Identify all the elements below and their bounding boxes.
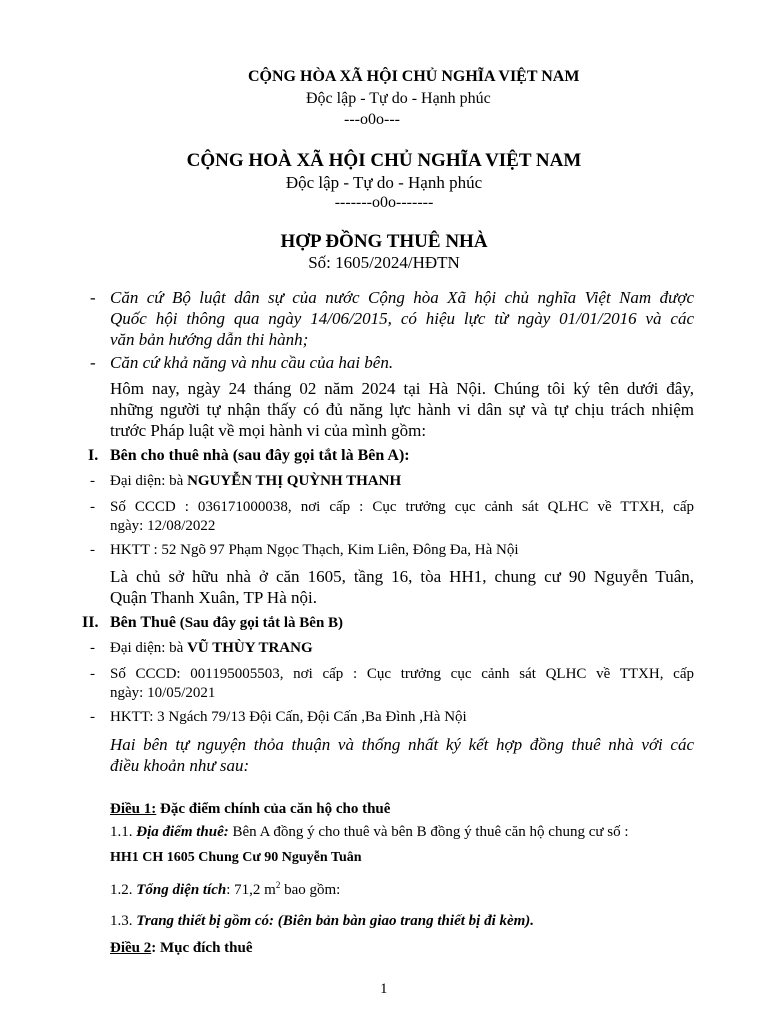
superscript: 2 — [275, 880, 281, 890]
bullet-dash: - — [90, 542, 95, 558]
clause-1-3 — [110, 913, 534, 930]
clause-label: Trang thiết bị gồm có: (Biên bản bàn giao trang thiết bị đi kèm). — [136, 913, 535, 929]
preamble-line: Quốc hội thông qua ngày 14/06/2015, có hiệu lực từ ngày 01/01/2016 và các — [110, 309, 694, 328]
article-1-heading — [110, 801, 390, 818]
bullet-dash: - — [90, 353, 96, 372]
agreement-line: điều khoản như sau: — [110, 756, 250, 775]
bullet-dash: - — [90, 473, 95, 489]
article-label: Điều 1: — [110, 801, 157, 817]
bullet-dash: - — [90, 666, 95, 682]
party-b-representative — [110, 640, 313, 657]
party-a-ownership: Quận Thanh Xuân, TP Hà nội. — [110, 588, 317, 607]
clause-label: Địa điểm thuê: — [136, 824, 229, 840]
clause-number: 1.3. — [110, 913, 137, 929]
party-b-address: HKTT: 3 Ngách 79/13 Đội Cấn, Đội Cấn ,Ba Đình ,Hà Nội — [110, 709, 467, 725]
rep-label: Đại diện: bà — [110, 473, 188, 489]
clause-text: : 71,2 m — [226, 882, 276, 898]
section-number: II. — [82, 614, 99, 631]
party-a-representative — [110, 473, 401, 490]
bullet-dash: - — [90, 640, 95, 656]
party-a-id-date: ngày: 12/08/2022 — [110, 518, 216, 534]
bullet-dash: - — [90, 499, 95, 515]
bullet-dash: - — [90, 288, 96, 307]
clause-number: 1.2. — [110, 882, 137, 898]
contract-number: Số: 1605/2024/HĐTN — [308, 253, 460, 272]
party-b-id: Số CCCD: 001195005503, nơi cấp : Cục trưởng cục cảnh sát QLHC về TTXH, cấp — [110, 666, 694, 682]
party-a-ownership: Là chủ sở hữu nhà ở căn 1605, tầng 16, tòa HH1, chung cư 90 Nguyễn Tuân, — [110, 567, 694, 586]
agreement-line: Hai bên tự nguyện thỏa thuận và thống nhất ký kết hợp đồng thuê nhà với các — [110, 735, 694, 754]
preamble-line: Căn cứ Bộ luật dân sự của nước Cộng hòa Xã hội chủ nghĩa Việt Nam được — [110, 288, 694, 307]
contract-title: HỢP ĐỒNG THUÊ NHÀ — [280, 231, 488, 252]
article-title: : Mục đích thuê — [151, 940, 253, 956]
intro-line: Hôm nay, ngày 24 tháng 02 năm 2024 tại Hà Nội. Chúng tôi ký tên dưới đây, — [110, 379, 694, 398]
party-a-address: HKTT : 52 Ngõ 97 Phạm Ngọc Thạch, Kim Liên, Đông Đa, Hà Nội — [110, 542, 519, 558]
rep-label: Đại diện: bà — [110, 640, 188, 656]
clause-1-2 — [110, 880, 340, 899]
heading-main: Bên Thuê — [110, 614, 176, 631]
section-number: I. — [88, 447, 99, 464]
article-2-heading — [110, 940, 253, 957]
bullet-dash: - — [90, 709, 95, 725]
national-title-1: CỘNG HÒA XÃ HỘI CHỦ NGHĨA VIỆT NAM — [248, 68, 580, 85]
preamble-line: Căn cứ khả năng và nhu cầu của hai bên. — [110, 353, 394, 372]
party-a-heading: Bên cho thuê nhà (sau đây gọi tắt là Bên A): — [110, 447, 410, 464]
clause-number: 1.1. — [110, 824, 137, 840]
party-b-heading — [110, 614, 343, 632]
heading-note: (Sau đây gọi tắt là Bên B) — [175, 615, 344, 631]
intro-line: những người tự nhận thấy có đủ năng lực hành vi dân sự và tự chịu trách nhiệm — [110, 400, 694, 419]
rep-name: VŨ THÙY TRANG — [187, 640, 313, 656]
party-b-id-date: ngày: 10/05/2021 — [110, 685, 216, 701]
national-motto-2: Độc lập - Tự do - Hạnh phúc — [285, 173, 483, 192]
intro-line: trước Pháp luật về mọi hành vi của mình gồm: — [110, 421, 427, 440]
clause-tail: bao gồm: — [280, 882, 341, 898]
separator-2: -------o0o------- — [334, 194, 434, 211]
page-number: 1 — [380, 981, 388, 997]
rep-name: NGUYỄN THỊ QUỲNH THANH — [187, 473, 402, 489]
national-motto-1: Độc lập - Tự do - Hạnh phúc — [306, 90, 491, 107]
clause-label: Tổng diện tích — [136, 882, 227, 898]
clause-1-1 — [110, 824, 628, 841]
article-label: Điều 2 — [110, 940, 152, 956]
apartment-unit: HH1 CH 1605 Chung Cư 90 Nguyễn Tuân — [110, 850, 362, 865]
national-title-2: CỘNG HOÀ XÃ HỘI CHỦ NGHĨA VIỆT NAM — [186, 150, 582, 171]
separator-1: ---o0o--- — [344, 111, 400, 128]
clause-text: Bên A đồng ý cho thuê và bên B đồng ý thuê căn hộ chung cư số : — [228, 824, 629, 840]
preamble-line: văn bản hướng dẫn thi hành; — [110, 330, 309, 349]
party-a-id: Số CCCD : 036171000038, nơi cấp : Cục trưởng cục cảnh sát QLHC về TTXH, cấp — [110, 499, 694, 515]
article-title: Đặc điểm chính của căn hộ cho thuê — [156, 801, 391, 817]
